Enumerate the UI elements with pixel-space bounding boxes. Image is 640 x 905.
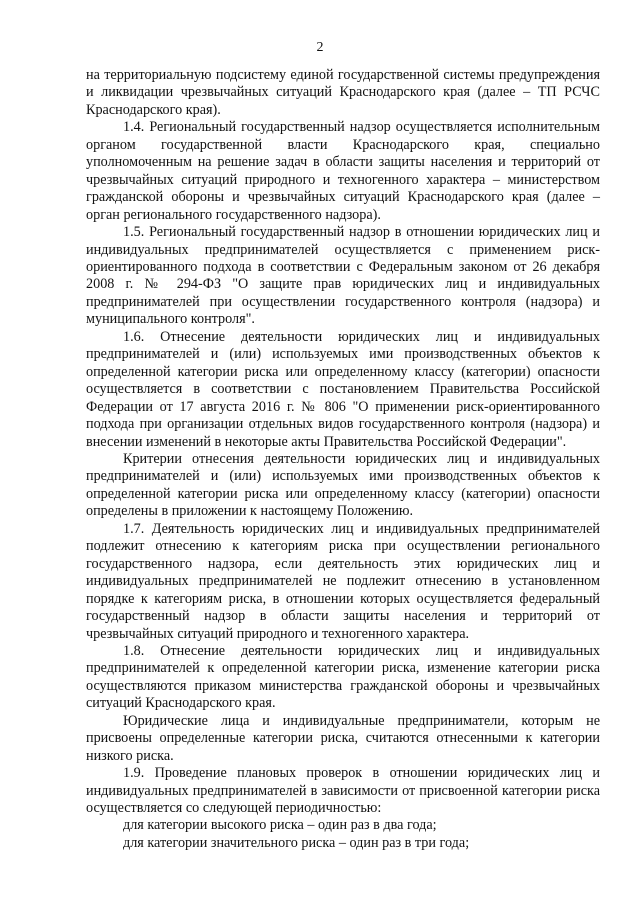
- paragraph-continuation: на территориальную подсистему единой государственной системы предупреждения и ликвидации чрезвычайных ситуаций Краснодарского края (далее – ТП РСЧС Краснодарского края).: [86, 67, 600, 118]
- paragraph-1-9: 1.9. Проведение плановых проверок в отношении юридических лиц и индивидуальных предпринимателей в зависимости от присвоенной категории риска осуществляется со следующей периодичностью:: [86, 765, 600, 817]
- list-item-high-risk: для категории высокого риска – один раз в два года;: [123, 817, 437, 834]
- paragraph-1-7: 1.7. Деятельность юридических лиц и индивидуальных предпринимателей подлежит отнесению к категориям риска при осуществлении регионального государственного надзора, если деятельность этих юридических лиц и индивидуальных предпринимателей не подлежит отнесению в установленном порядке к категориям риска, в отношении которых осуществляется федеральный государственный надзор в области защиты населения и территорий от чрезвычайных ситуаций природного и техногенного характера.: [86, 520, 600, 642]
- document-body: [86, 67, 600, 852]
- list-item-significant-risk: для категории значительного риска – один раз в три года;: [123, 834, 470, 851]
- paragraph-1-4: 1.4. Региональный государственный надзор осуществляется исполнительным органом государственной власти Краснодарского края, специально уполномоченным на решение задач в области защиты населения и территорий от чрезвычайных ситуаций природного и техногенного характера – министерством гражданской обороны и чрезвычайных ситуаций Краснодарского края (далее – орган регионального государственного надзора).: [86, 119, 600, 223]
- paragraph-1-5: 1.5. Региональный государственный надзор в отношении юридических лиц и индивидуальных предпринимателей осуществляется с применением риск-ориентированного подхода в соответствии с Федеральным законом от 26 декабря 2008 г. № 294-ФЗ "О защите прав юридических лиц и индивидуальных предпринимателей при осуществлении государственного контроля (надзора) и муниципального контроля".: [86, 224, 600, 328]
- paragraph-1-8: 1.8. Отнесение деятельности юридических лиц и индивидуальных предпринимателей к определенной категории риска, изменение категории риска осуществляются приказом министерства гражданской обороны и чрезвычайных ситуаций Краснодарского края.: [86, 642, 600, 712]
- paragraph-1-6: 1.6. Отнесение деятельности юридических лиц и индивидуальных предпринимателей и (или) используемых ими производственных объектов к определенной категории риска или определенному классу (категории) опасности осуществляется в соответствии с постановлением Правительства Российской Федерации от 17 августа 2016 г. № 806 "О применении риск-ориентированного подхода при организации отдельных видов государственного контроля (надзора) и внесении изменений в некоторые акты Правительства Российской Федерации".: [86, 328, 600, 450]
- page-number: 2: [316, 40, 324, 55]
- paragraph-criteria: Критерии отнесения деятельности юридических лиц и индивидуальных предпринимателей и (или) используемых ими производственных объектов к определенной категории риска или определенному классу (категории) опасности определены в приложении к настоящему Положению.: [86, 450, 600, 520]
- paragraph-low-risk: Юридические лица и индивидуальные предприниматели, которым не присвоены определенные категории риска, считаются отнесенными к категории низкого риска.: [86, 712, 600, 764]
